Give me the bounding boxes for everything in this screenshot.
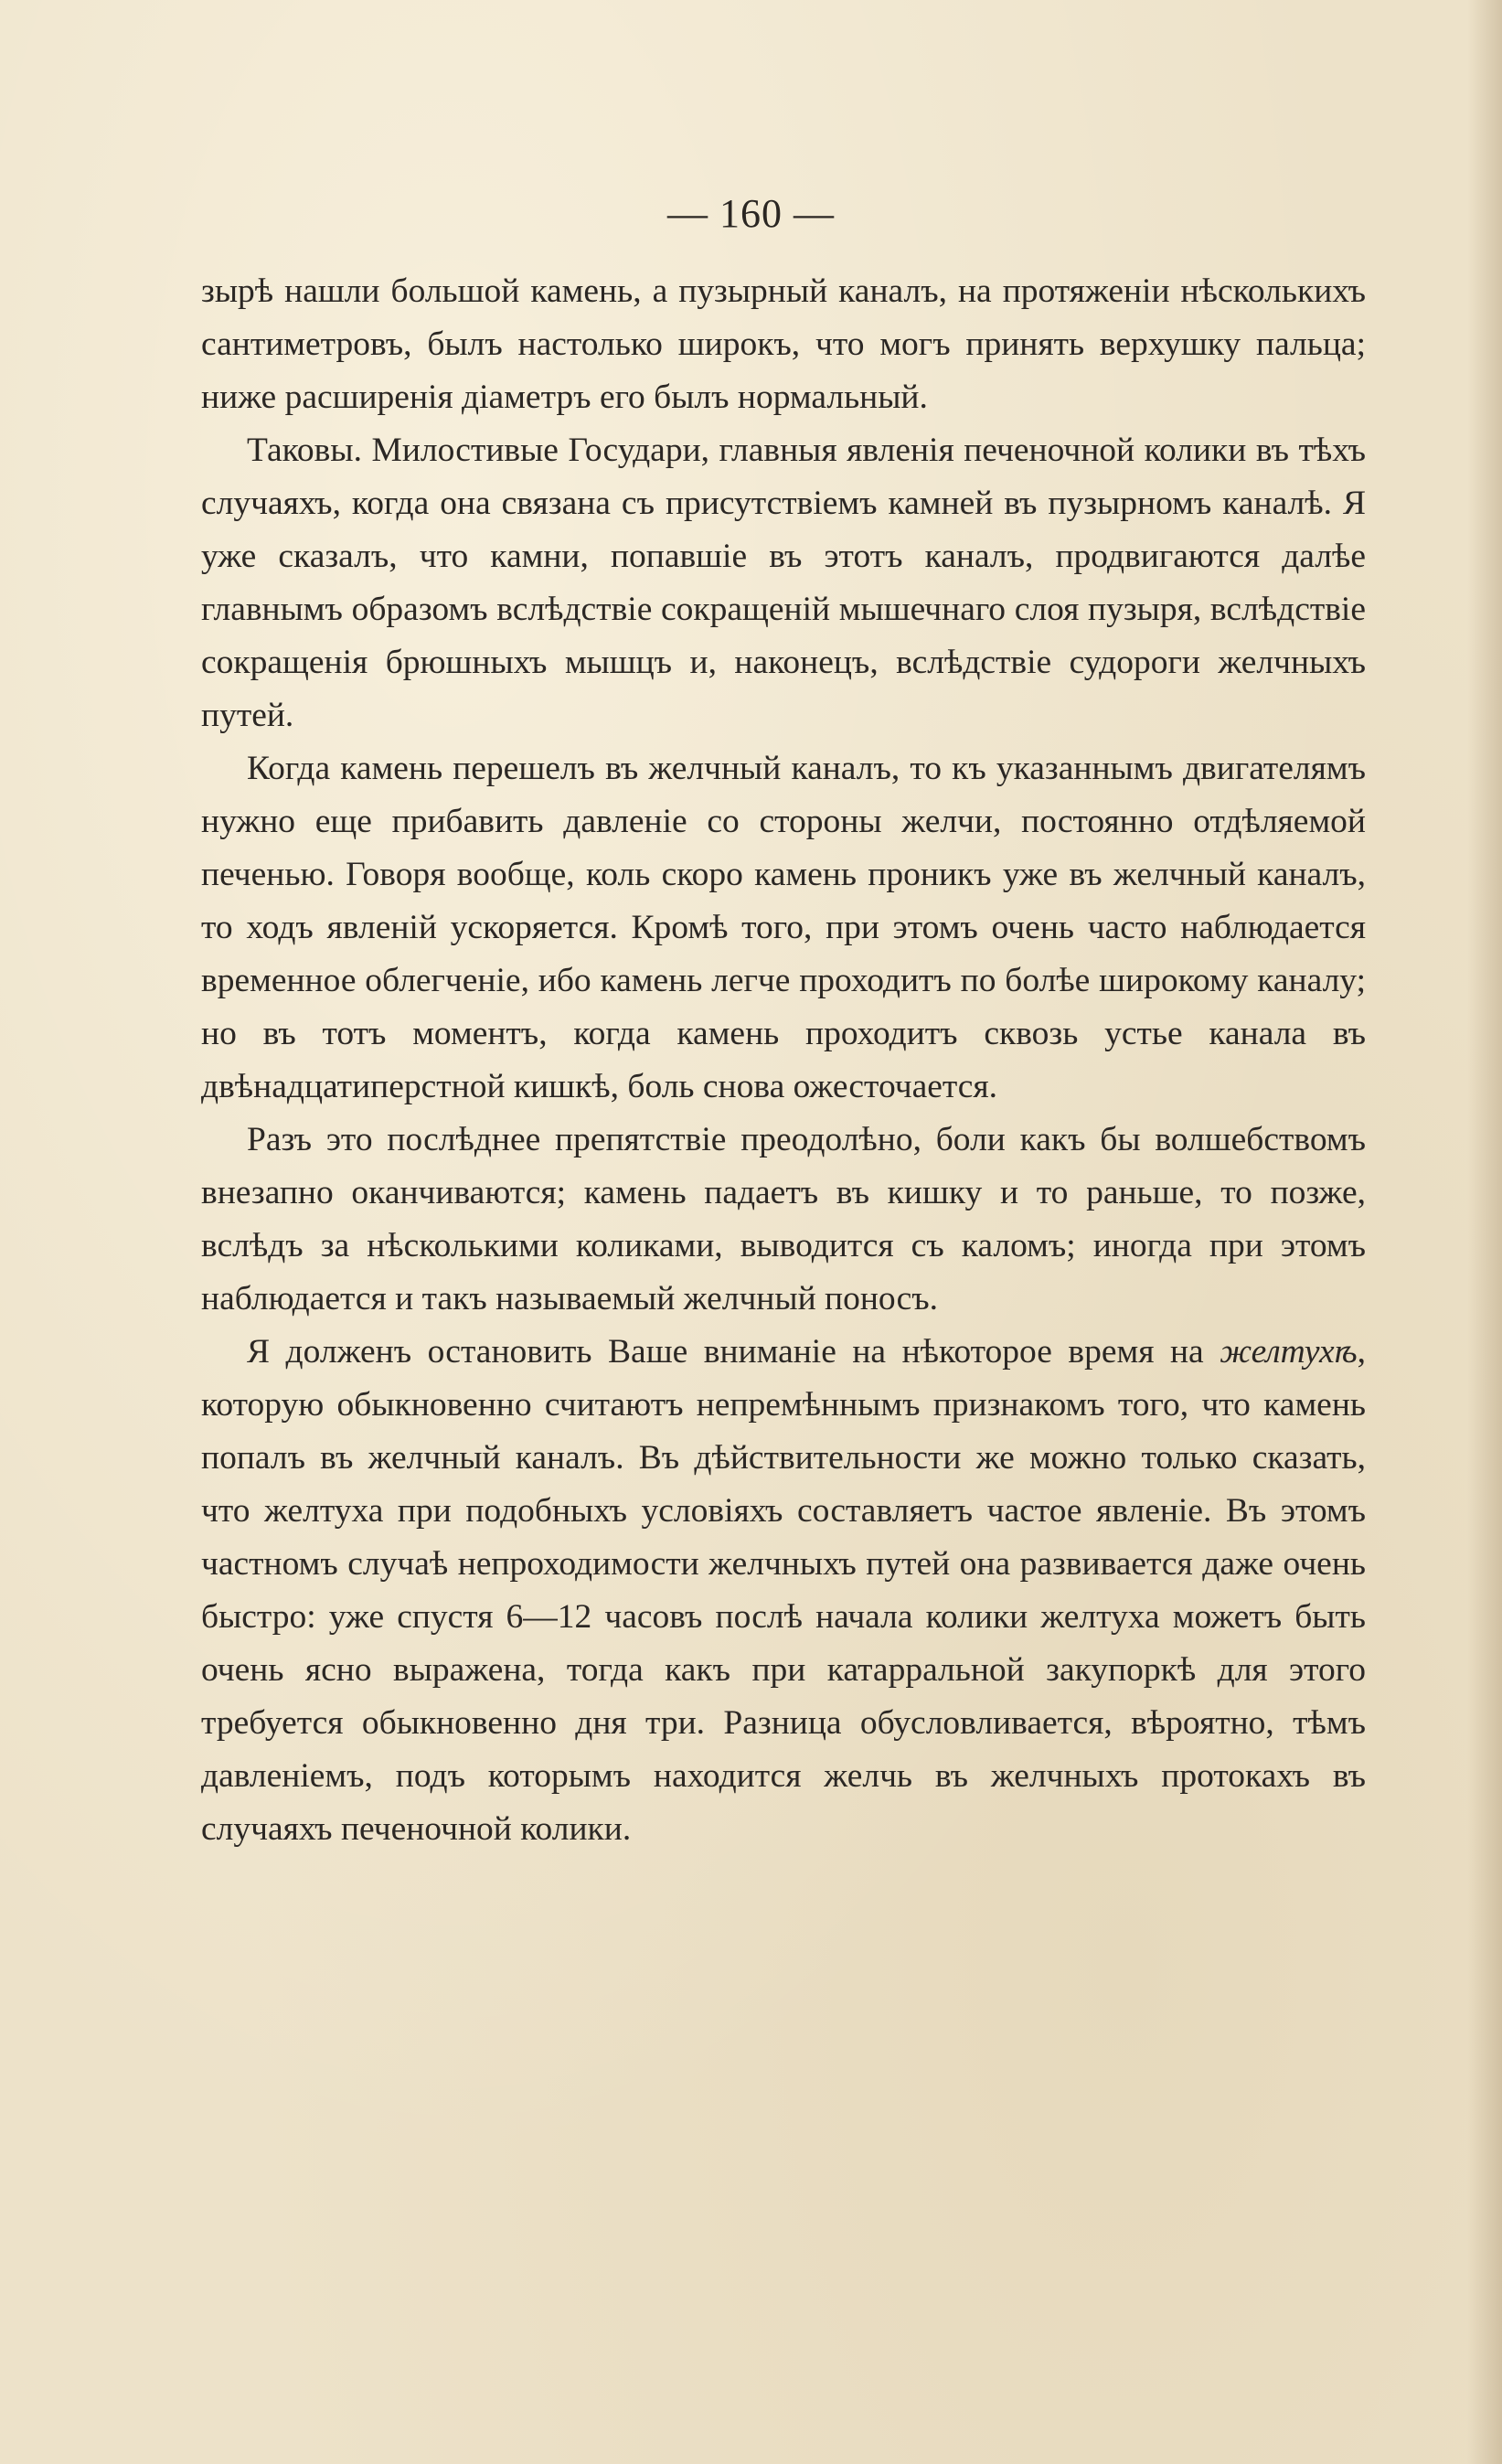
paragraph: Когда камень перешелъ въ желчный каналъ, то къ указаннымъ двигателямъ нужно еще прибавить давленіе со стороны желчи, постоянно отдѣляемой печенью. Говоря вообще, коль скоро камень проникъ уже въ желчный каналъ, то ходъ явленій ускоряется. Кромѣ того, при этомъ очень часто наблюдается временное облегченіе, ибо камень легче проходитъ по болѣе широкому каналу; но въ тотъ моментъ, когда камень проходитъ сквозь устье канала въ двѣнадцатиперстной кишкѣ, боль снова ожесточается. (201, 750, 1366, 1105)
page-edge-shadow (1467, 0, 1502, 2464)
text-run: , которую обыкновенно считаютъ непремѣннымъ признакомъ того, что камень попалъ въ желчный каналъ. Въ дѣйствительности же можно только сказать, что желтуха при подобныхъ условіяхъ составляетъ частое явленіе. Въ этомъ частномъ случаѣ непроходимости желчныхъ путей она развивается даже очень быстро: уже спустя 6—12 часовъ послѣ начала колики желтуха можетъ быть очень ясно выражена, тогда какъ при катарральной закупоркѣ для этого требуется обыкновенно дня три. Разница обусловливается, вѣроятно, тѣмъ давленіемъ, подъ которымъ находится желчь въ желчныхъ протокахъ въ случаяхъ печеночной колики. (201, 1333, 1366, 1848)
paragraph: Разъ это послѣднее препятствіе преодолѣно, боли какъ бы волшебствомъ внезапно оканчиваются; камень падаетъ въ кишку и то раньше, то позже, вслѣдъ за нѣсколькими коликами, выводится съ каломъ; иногда при этомъ наблюдается и такъ называемый желчный поносъ. (201, 1121, 1366, 1317)
page-number: — 160 — (667, 191, 835, 236)
emphasized-term: желтухѣ (1220, 1333, 1358, 1371)
body-text (201, 265, 1366, 1856)
text-run: Я долженъ остановить Ваше вниманіе на нѣкоторое время на (247, 1333, 1220, 1371)
paragraph-jaundice (201, 1326, 1366, 1856)
paragraph: Таковы. Милостивые Государи, главныя явленія печеночной колики въ тѣхъ случаяхъ, когда она связана съ присутствіемъ камней въ пузырномъ каналѣ. Я уже сказалъ, что камни, попавшіе въ этотъ каналъ, продвигаются далѣе главнымъ образомъ вслѣдствіе сокращеній мышечнаго слоя пузыря, вслѣдствіе сокращенія брюшныхъ мышцъ и, наконецъ, вслѣдствіе судороги желчныхъ путей. (201, 432, 1366, 734)
paragraph-continued: зырѣ нашли большой камень, а пузырный каналъ, на протяженіи нѣсколькихъ сантиметровъ, былъ настолько широкъ, что могъ принять верхушку пальца; ниже расширенія діаметръ его былъ нормальный. (201, 272, 1366, 416)
